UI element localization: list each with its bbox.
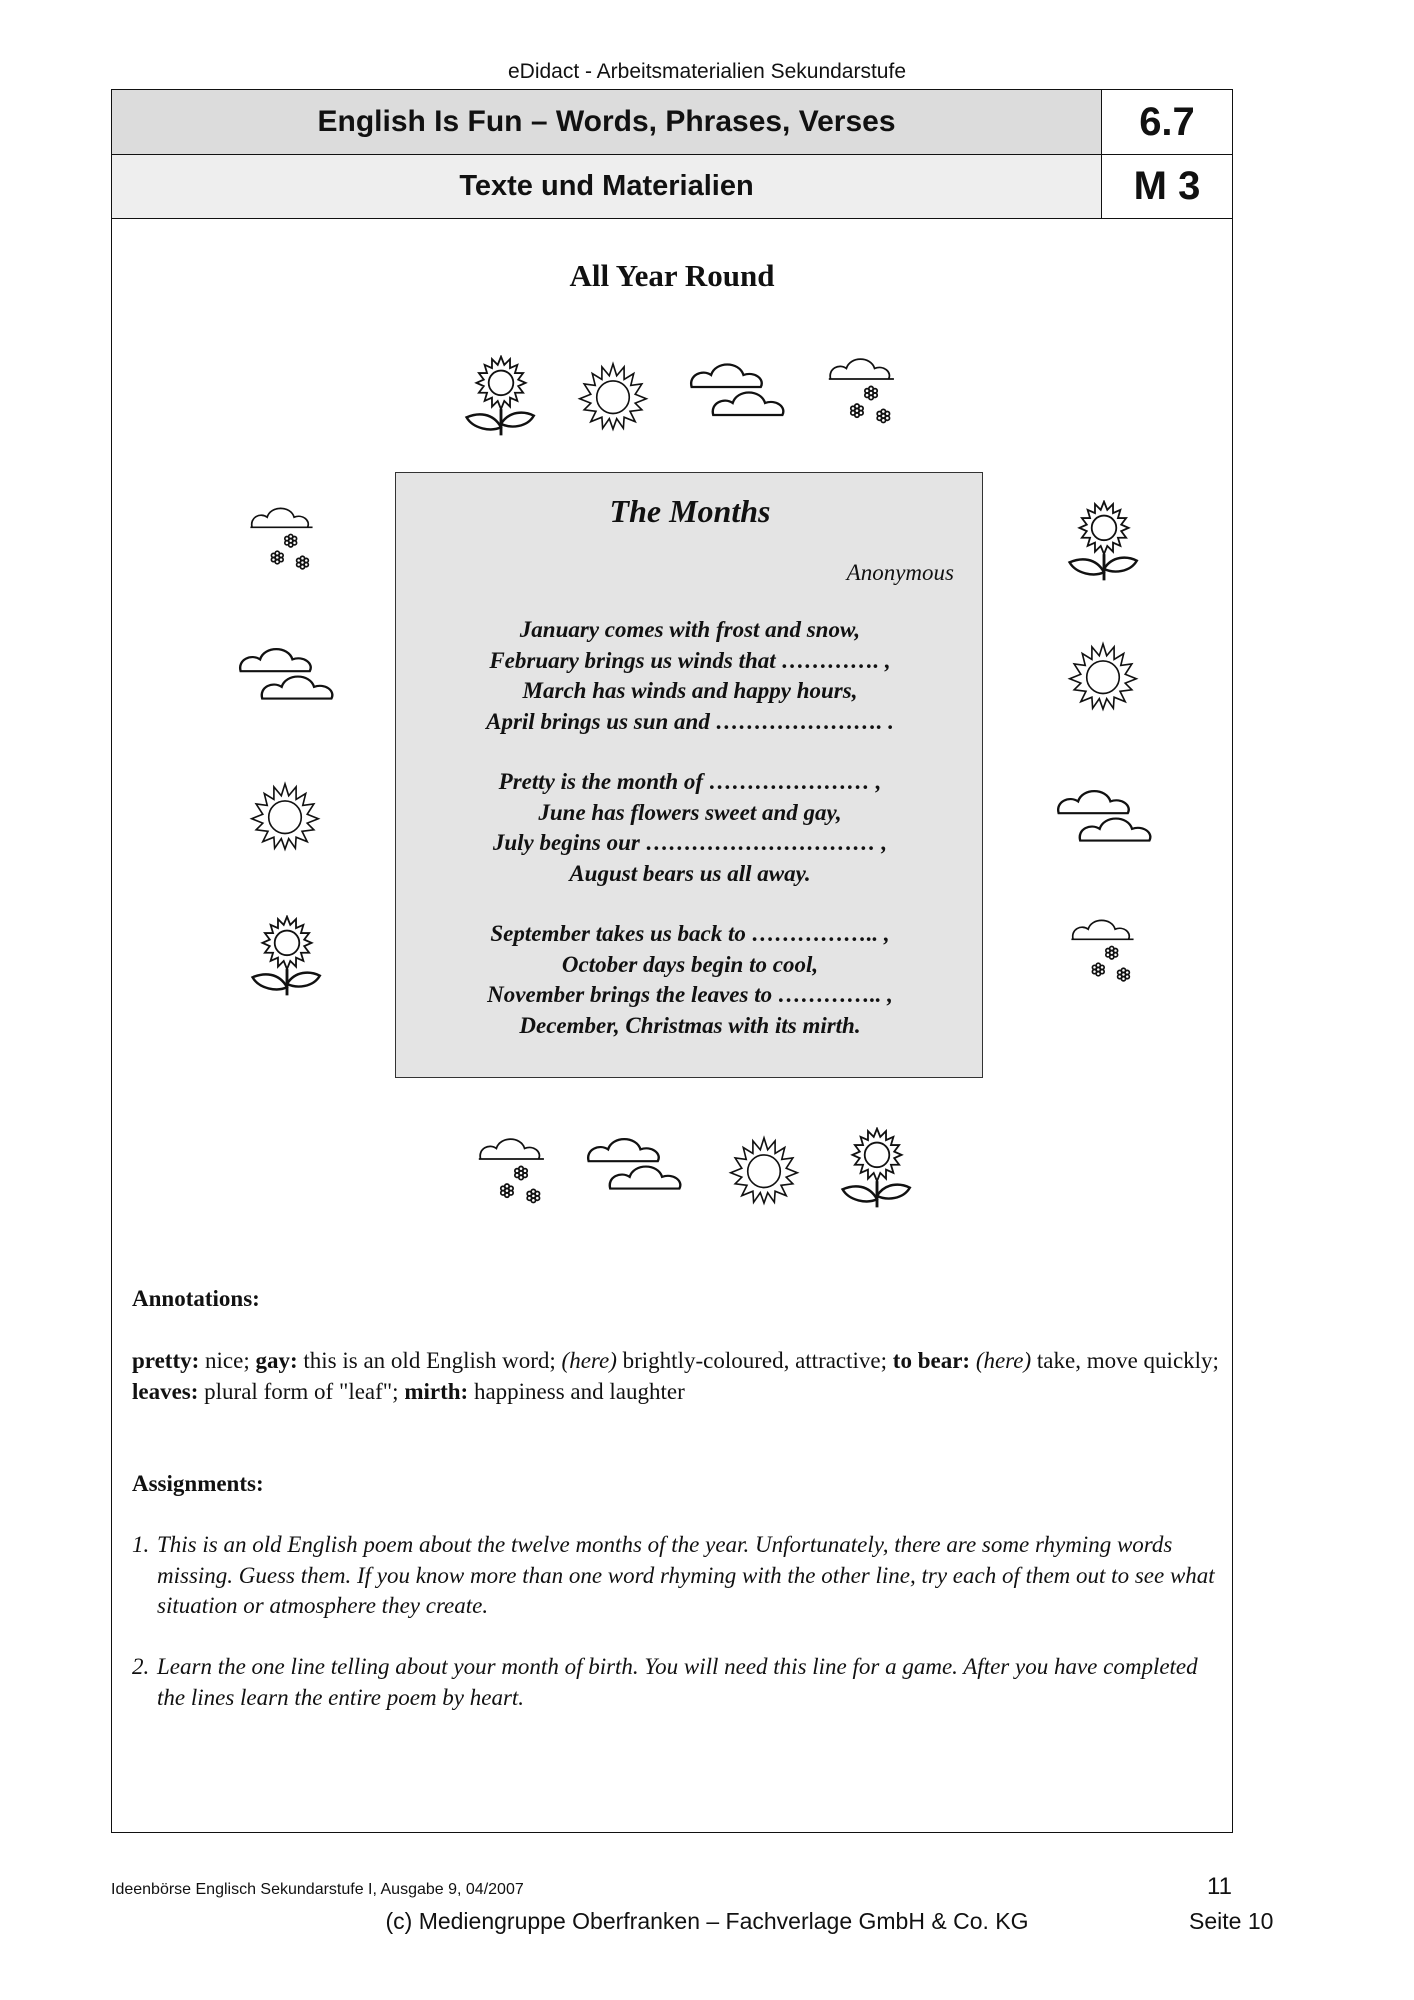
annotation-def: plural form of "leaf"; [198,1378,405,1404]
poem-line: April brings us sun and …………………. . [486,708,894,734]
assignment-text: Learn the one line telling about your month of birth. You will need this line for a game. After you have completed the lines learn the entire poem by heart. [157,1654,1198,1710]
sun-icon [1066,638,1140,712]
assignment-text: This is an old English poem about the twelve months of the year. Unfortunately, there are some rhyming words missing. Guess them. If you know more than one word rhyming with the other line, try each of them out to see what situation or atmosphere they create. [157,1532,1215,1618]
poem-line: October days begin to cool, [561,951,819,977]
annotation-term: leaves: [132,1378,199,1404]
header-subtitle: Texte und Materialien [112,155,1102,219]
poem-line: June has flowers sweet and gay, [538,799,842,825]
snow-cloud-icon [242,488,326,580]
top-caption: eDidact - Arbeitsmaterialien Sekundarstufe [507,60,907,83]
footer-edition: Ideenbörse Englisch Sekundarstufe I, Ausgabe 9, 04/2007 [111,1881,524,1898]
assignment-number: 1. [132,1532,150,1557]
poem-line: Pretty is the month of ………………… , [498,769,882,794]
sun-icon [576,358,650,432]
annotation-def: brightly-coloured, attractive; [616,1348,893,1373]
flower-icon [836,1122,918,1214]
footer-seite: Seite 10 [1189,1908,1274,1934]
annotation-term: gay: [255,1348,298,1373]
flower-icon [246,910,328,1002]
header-code: M 3 [1102,155,1232,219]
annotation-note: (here) [561,1348,617,1373]
poem-line: August bears us all away. [569,860,811,886]
snow-cloud-icon [1063,900,1147,992]
annotations-text [132,1346,1222,1407]
poem-line: January comes with frost and snow, [519,617,861,642]
clouds-icon [683,345,791,445]
assignment-number: 2. [132,1654,150,1679]
header-number: 6.7 [1102,90,1232,155]
annotation-def: take, move quickly; [1031,1348,1219,1373]
annotation-def: nice; [199,1348,256,1373]
poem-line: September takes us back to …………….. , [490,921,890,946]
poem-stanza-1 [396,615,984,737]
snow-cloud-icon [470,1118,558,1214]
annotations-heading: Annotations: [132,1286,260,1311]
poem-author: Anonymous [846,560,954,585]
poem-line: March has winds and happy hours, [522,678,858,703]
poem-line: February brings us winds that …………. , [489,647,891,673]
flower-icon [460,350,542,442]
poem-line: December, Christmas with its mirth. [519,1012,861,1038]
clouds-icon [580,1120,688,1218]
annotation-term: pretty: [132,1348,200,1373]
annotation-term: mirth: [404,1378,469,1404]
poem-box [395,472,983,1078]
sun-icon [248,778,322,852]
footer-copyright: (c) Mediengruppe Oberfranken – Fachverlage GmbH & Co. KG [385,1908,1029,1934]
poem-title: The Months [609,493,771,529]
snow-cloud-icon [820,338,908,434]
assignment-item [132,1652,1222,1713]
flower-icon [1063,495,1145,587]
worksheet-title: All Year Round [569,258,775,293]
poem-stanza-3 [396,919,984,1041]
annotation-def: happiness and laughter [468,1378,685,1404]
assignment-item [132,1530,1222,1622]
assignments-heading: Assignments: [132,1471,264,1496]
poem-stanza-2 [396,767,984,889]
poem-line: July begins our ………………………… , [492,830,888,855]
clouds-icon [232,630,340,728]
annotation-term: to bear: [892,1348,971,1373]
header-title: English Is Fun – Words, Phrases, Verses [112,90,1102,155]
footer-page-number: 11 [1207,1873,1232,1900]
annotation-def: this is an old English word; [297,1348,562,1373]
clouds-icon [1050,772,1158,870]
annotation-note: (here) [975,1348,1032,1373]
sun-icon [727,1132,801,1206]
poem-line: November brings the leaves to ………….. , [487,982,893,1007]
